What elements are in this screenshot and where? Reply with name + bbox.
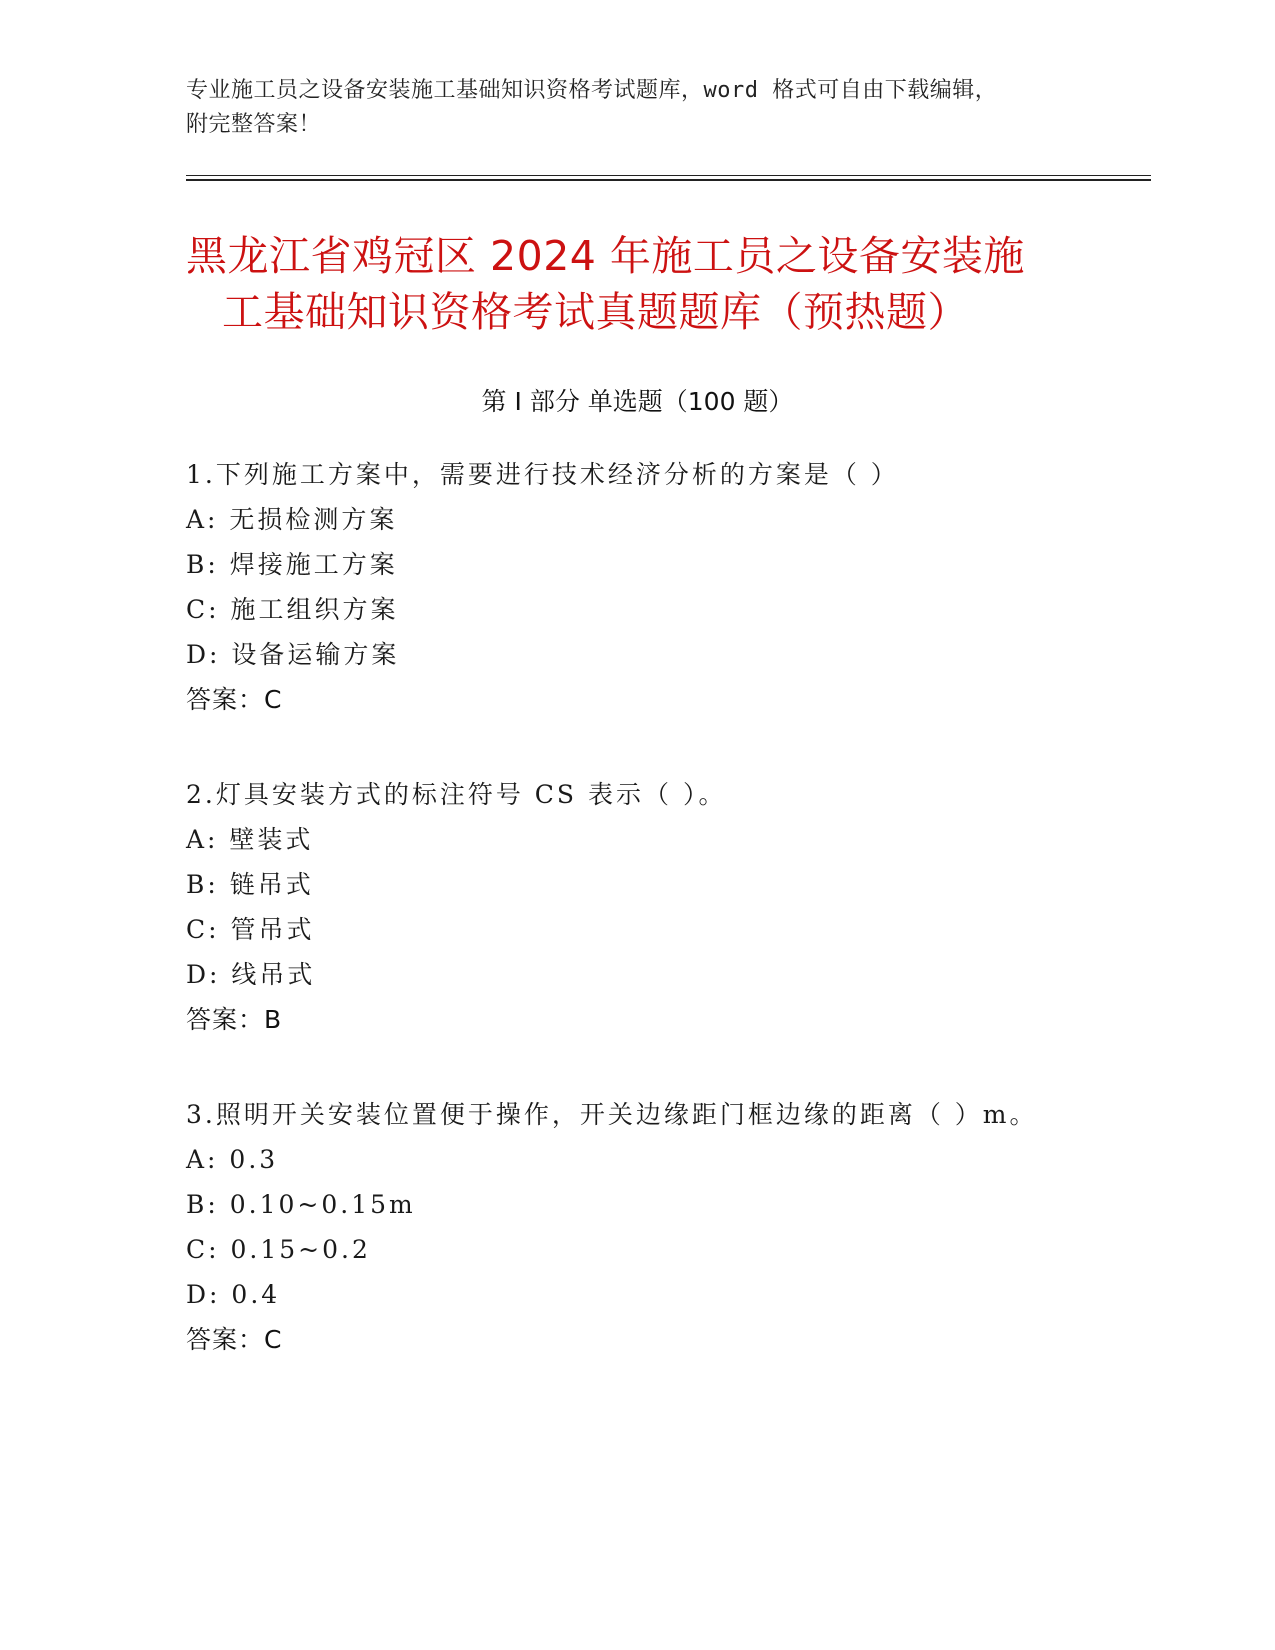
section-title: 第 I 部分 单选题（100 题） <box>481 387 794 416</box>
header-note-line2: 附完整答案！ <box>186 112 322 137</box>
document-title-line2: 工基础知识资格考试真题题库（预热题） <box>222 288 969 336</box>
question-stem: 2.灯具安装方式的标注符号 CS 表示（ ）。 <box>186 780 727 809</box>
option-b: B: 链吊式 <box>186 870 314 899</box>
option-a: A: 壁装式 <box>186 825 314 854</box>
document-title-line1: 黑龙江省鸡冠区 2024 年施工员之设备安装施 <box>186 232 1025 280</box>
question-1 <box>186 452 1146 722</box>
header-note <box>186 74 1066 142</box>
option-a: A: 0.3 <box>186 1145 279 1174</box>
option-b: B: 0.10~0.15m <box>186 1190 416 1219</box>
option-c: C: 施工组织方案 <box>186 595 399 624</box>
option-c: C: 管吊式 <box>186 915 315 944</box>
question-stem: 1.下列施工方案中，需要进行技术经济分析的方案是（ ） <box>186 460 899 489</box>
question-3 <box>186 1092 1146 1362</box>
answer: 答案：C <box>186 685 283 714</box>
option-b: B: 焊接施工方案 <box>186 550 398 579</box>
answer: 答案：C <box>186 1325 283 1354</box>
question-2 <box>186 772 1146 1042</box>
option-d: D: 设备运输方案 <box>186 640 400 669</box>
option-d: D: 线吊式 <box>186 960 316 989</box>
option-c: C: 0.15~0.2 <box>186 1235 371 1264</box>
header-note-line1: 专业施工员之设备安装施工基础知识资格考试题库，word 格式可自由下载编辑， <box>186 78 998 103</box>
option-a: A: 无损检测方案 <box>186 505 398 534</box>
option-d: D: 0.4 <box>186 1280 281 1309</box>
answer: 答案：B <box>186 1005 283 1034</box>
header-divider-thin <box>186 175 1151 176</box>
document-title <box>186 228 1086 340</box>
question-stem: 3.照明开关安装位置便于操作，开关边缘距门框边缘的距离（ ）m。 <box>186 1100 1038 1129</box>
header-divider-thick <box>186 179 1151 181</box>
